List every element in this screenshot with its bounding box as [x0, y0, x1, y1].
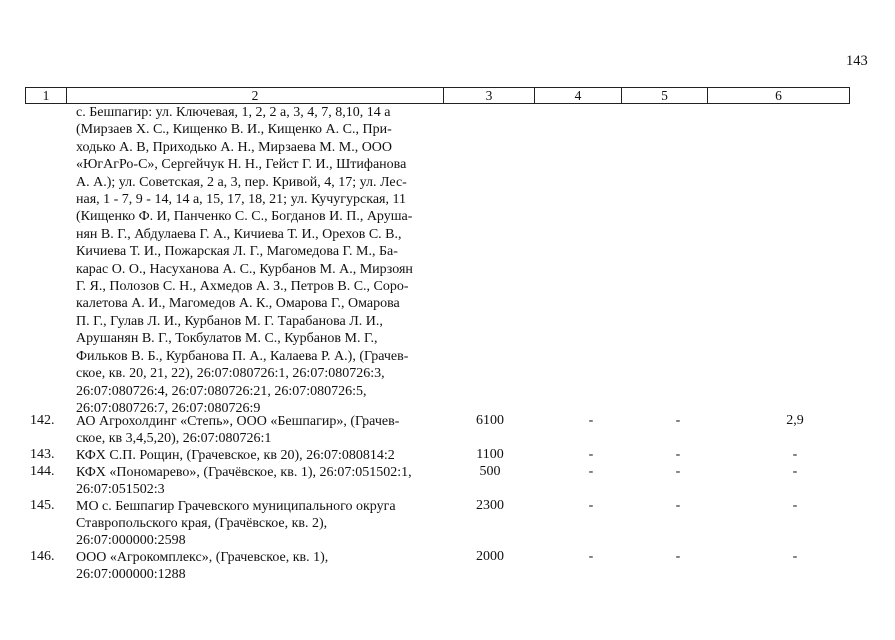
- row-col-3: 6100: [476, 413, 504, 428]
- row-description: [76, 549, 448, 583]
- row-number: 146.: [30, 549, 55, 564]
- text-line: 26:07:080726:4, 26:07:080726:21, 26:07:080726:5,: [76, 383, 367, 399]
- page-number: 143: [846, 53, 868, 69]
- header-col-3: 3: [444, 88, 535, 103]
- row-col-4: -: [588, 447, 594, 462]
- row-description: [76, 464, 448, 498]
- text-line: 26:07:000000:2598: [76, 533, 186, 549]
- row-col-6: -: [792, 498, 798, 513]
- row-number: 144.: [30, 464, 55, 479]
- text-line: с. Бешпагир: ул. Ключевая, 1, 2, 2 а, 3, 4, 7, 8,10, 14 а: [76, 105, 391, 120]
- text-line: Фильков В. Б., Курбанова П. А., Калаева Р. А.), (Грачев-: [76, 348, 409, 364]
- row-number: 142.: [30, 413, 55, 428]
- table-header: [25, 87, 850, 104]
- row-col-3: 500: [479, 464, 501, 479]
- text-line: Г. Я., Полозов С. Н., Ахмедов А. З., Петров В. С., Соро-: [76, 279, 409, 295]
- row-col-3: 1100: [476, 447, 504, 462]
- row-number: 145.: [30, 498, 55, 513]
- row-col-4: -: [588, 498, 594, 513]
- row-col-4: -: [588, 413, 594, 428]
- text-line: 26:07:000000:1288: [76, 567, 186, 583]
- text-line: ское, кв. 20, 21, 22), 26:07:080726:1, 26:07:080726:3,: [76, 366, 385, 382]
- header-col-2: 2: [67, 88, 444, 103]
- text-line: Кичиева Т. И., Пожарская Л. Г., Магомедова Г. М., Ба-: [76, 244, 398, 260]
- text-line: Ставропольского края, (Грачёвское, кв. 2),: [76, 516, 328, 532]
- row-col-6: -: [792, 464, 798, 479]
- row-number: 143.: [30, 447, 55, 462]
- row-col-5: -: [675, 498, 681, 513]
- row-col-4: -: [588, 549, 594, 564]
- text-line: «ЮгАгРо-С», Сергейчук Н. Н., Гейст Г. И., Штифанова: [76, 157, 407, 173]
- row-description: [76, 413, 448, 447]
- text-line: ходько А. В, Приходько А. Н., Мирзаева М. М., ООО: [76, 139, 393, 155]
- row-col-3: 2000: [476, 549, 504, 564]
- text-line: АО Агрохолдинг «Степь», ООО «Бешпагир», (Грачев-: [76, 414, 400, 429]
- text-line: ООО «Агрокомплекс», (Грачевское, кв. 1),: [76, 550, 329, 565]
- text-line: Арушанян В. Г., Токбулатов М. С., Курбанов М. Г.,: [76, 331, 378, 347]
- row-description: [76, 447, 448, 464]
- row-col-5: -: [675, 464, 681, 479]
- text-line: ское, кв 3,4,5,20), 26:07:080726:1: [76, 431, 272, 447]
- row-col-3: 2300: [476, 498, 504, 513]
- text-line: КФХ «Пономарево», (Грачёвское, кв. 1), 26:07:051502:1,: [76, 465, 412, 480]
- row-col-5: -: [675, 447, 681, 462]
- row-col-6: -: [792, 549, 798, 564]
- text-line: П. Г., Гулав Л. И., Курбанов М. Г. Тарабанова Л. И.,: [76, 313, 383, 329]
- text-line: (Мирзаев Х. С., Кищенко В. И., Кищенко А. С., При-: [76, 122, 392, 138]
- text-line: КФХ С.П. Рощин, (Грачевское, кв 20), 26:07:080814:2: [76, 448, 395, 463]
- row-col-5: -: [675, 549, 681, 564]
- continuation-text: [76, 104, 448, 417]
- row-col-4: -: [588, 464, 594, 479]
- header-col-4: 4: [535, 88, 622, 103]
- row-description: [76, 498, 448, 550]
- text-line: (Кищенко Ф. И, Панченко С. С., Богданов И. П., Аруша-: [76, 209, 413, 225]
- header-col-1: 1: [26, 88, 67, 103]
- text-line: А. А.); ул. Советская, 2 а, 3, пер. Кривой, 4, 17; ул. Лес-: [76, 174, 407, 190]
- text-line: карас О. О., Насуханова А. С., Курбанов М. А., Мирзоян: [76, 261, 413, 277]
- text-line: 26:07:051502:3: [76, 482, 165, 498]
- text-line: ная, 1 - 7, 9 - 14, 14 а, 15, 17, 18, 21; ул. Кучугурская, 11: [76, 192, 406, 208]
- row-col-6: 2,9: [786, 413, 804, 428]
- text-line: МО с. Бешпагир Грачевского муниципального округа: [76, 499, 396, 514]
- row-col-5: -: [675, 413, 681, 428]
- header-col-5: 5: [622, 88, 708, 103]
- header-col-6: 6: [775, 88, 782, 103]
- text-line: нян В. Г., Абдулаева Г. А., Кичиева Т. И., Орехов С. В.,: [76, 226, 402, 242]
- row-col-6: -: [792, 447, 798, 462]
- text-line: 26:07:080726:7, 26:07:080726:9: [76, 400, 261, 416]
- text-line: калетова А. И., Магомедов А. К., Омарова Г., Омарова: [76, 296, 400, 312]
